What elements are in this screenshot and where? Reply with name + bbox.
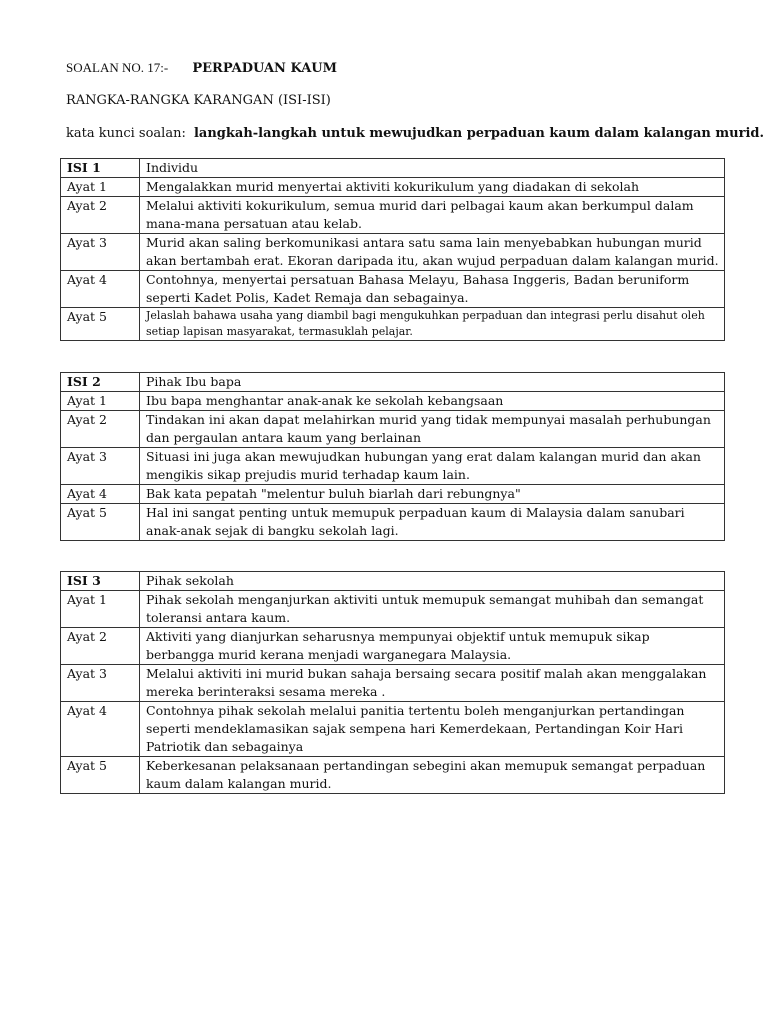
ayat-label: Ayat 1 xyxy=(61,591,140,628)
ayat-text: Melalui aktiviti kokurikulum, semua murid dari pelbagai kaum akan berkumpul dalam mana-mana persatuan atau kelab. xyxy=(140,197,725,234)
ayat-label: Ayat 3 xyxy=(61,665,140,702)
table-row xyxy=(61,234,725,271)
isi-2-table xyxy=(60,372,725,541)
ayat-text: Contohnya pihak sekolah melalui panitia tertentu boleh menganjurkan pertandingan seperti mendeklamasikan sajak sempena hari Kemerdekaan, Pertandingan Koir Hari Patriotik dan sebagainya xyxy=(140,702,725,757)
isi-title: Pihak Ibu bapa xyxy=(140,373,725,392)
table-row xyxy=(61,271,725,308)
question-keyword xyxy=(66,126,764,141)
ayat-label: Ayat 3 xyxy=(61,448,140,485)
isi-title: Pihak sekolah xyxy=(140,572,725,591)
isi-label: ISI 3 xyxy=(61,572,140,591)
table-row xyxy=(61,504,725,541)
table-header-row xyxy=(61,373,725,392)
essay-outline-subtitle: RANGKA-RANGKA KARANGAN (ISI-ISI) xyxy=(66,93,331,108)
table-row xyxy=(61,411,725,448)
isi-label: ISI 1 xyxy=(61,159,140,178)
ayat-text: Pihak sekolah menganjurkan aktiviti untuk memupuk semangat muhibah dan semangat toleransi antara kaum. xyxy=(140,591,725,628)
question-number: SOALAN NO. 17:- xyxy=(66,60,169,75)
table-row xyxy=(61,392,725,411)
ayat-text: Situasi ini juga akan mewujudkan hubungan yang erat dalam kalangan murid dan akan mengikis sikap prejudis murid terhadap kaum lain. xyxy=(140,448,725,485)
ayat-text: Keberkesanan pelaksanaan pertandingan sebegini akan memupuk semangat perpaduan kaum dalam kalangan murid. xyxy=(140,757,725,794)
ayat-label: Ayat 5 xyxy=(61,504,140,541)
ayat-text: Hal ini sangat penting untuk memupuk perpaduan kaum di Malaysia dalam sanubari anak-anak sejak di bangku sekolah lagi. xyxy=(140,504,725,541)
ayat-text: Murid akan saling berkomunikasi antara satu sama lain menyebabkan hubungan murid akan bertambah erat. Ekoran daripada itu, akan wujud perpaduan dalam kalangan murid. xyxy=(140,234,725,271)
table-row xyxy=(61,178,725,197)
table-row xyxy=(61,197,725,234)
ayat-text: Ibu bapa menghantar anak-anak ke sekolah kebangsaan xyxy=(140,392,725,411)
question-heading xyxy=(66,60,337,76)
ayat-text: Melalui aktiviti ini murid bukan sahaja bersaing secara positif malah akan menggalakan mereka berinteraksi sesama mereka . xyxy=(140,665,725,702)
ayat-label: Ayat 5 xyxy=(61,308,140,341)
ayat-label: Ayat 4 xyxy=(61,485,140,504)
ayat-label: Ayat 2 xyxy=(61,197,140,234)
table-row xyxy=(61,757,725,794)
table-header-row xyxy=(61,159,725,178)
table-row xyxy=(61,702,725,757)
isi-1-table xyxy=(60,158,725,341)
question-topic: PERPADUAN KAUM xyxy=(192,61,338,76)
table-row xyxy=(61,448,725,485)
ayat-text: Bak kata pepatah "melentur buluh biarlah dari rebungnya" xyxy=(140,485,725,504)
ayat-text: Jelaslah bahawa usaha yang diambil bagi mengukuhkan perpaduan dan integrasi perlu disahut oleh setiap lapisan masyarakat, termasuklah pelajar. xyxy=(140,308,725,341)
table-row xyxy=(61,485,725,504)
ayat-label: Ayat 5 xyxy=(61,757,140,794)
keyword-text: langkah-langkah untuk mewujudkan perpaduan kaum dalam kalangan murid. xyxy=(193,126,765,141)
table-row xyxy=(61,308,725,341)
isi-3-table xyxy=(60,571,725,794)
table-row xyxy=(61,665,725,702)
ayat-label: Ayat 4 xyxy=(61,271,140,308)
ayat-text: Aktiviti yang dianjurkan seharusnya mempunyai objektif untuk memupuk sikap berbangga murid kerana menjadi warganegara Malaysia. xyxy=(140,628,725,665)
keyword-label: kata kunci soalan: xyxy=(66,126,186,141)
table-row xyxy=(61,591,725,628)
ayat-label: Ayat 2 xyxy=(61,628,140,665)
ayat-label: Ayat 1 xyxy=(61,178,140,197)
ayat-label: Ayat 4 xyxy=(61,702,140,757)
ayat-text: Tindakan ini akan dapat melahirkan murid yang tidak mempunyai masalah perhubungan dan pergaulan antara kaum yang berlainan xyxy=(140,411,725,448)
ayat-label: Ayat 2 xyxy=(61,411,140,448)
ayat-label: Ayat 3 xyxy=(61,234,140,271)
ayat-text: Mengalakkan murid menyertai aktiviti kokurikulum yang diadakan di sekolah xyxy=(140,178,725,197)
isi-title: Individu xyxy=(140,159,725,178)
table-header-row xyxy=(61,572,725,591)
table-row xyxy=(61,628,725,665)
isi-label: ISI 2 xyxy=(61,373,140,392)
ayat-label: Ayat 1 xyxy=(61,392,140,411)
ayat-text: Contohnya, menyertai persatuan Bahasa Melayu, Bahasa Inggeris, Badan beruniform seperti Kadet Polis, Kadet Remaja dan sebagainya. xyxy=(140,271,725,308)
